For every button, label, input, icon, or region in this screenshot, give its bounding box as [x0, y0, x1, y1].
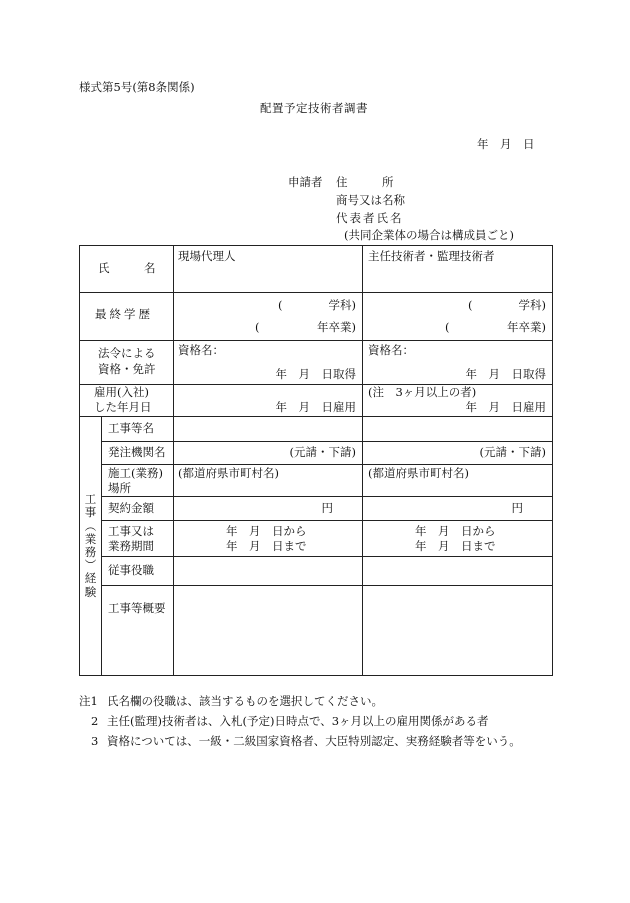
col1-summary-cell[interactable] — [174, 586, 363, 676]
note-1-text: 氏名欄の役職は、該当するものを選択してください。 — [107, 694, 383, 708]
hire-label-1: 雇用(入社) — [94, 385, 149, 399]
row-name — [80, 246, 553, 293]
col2-amount-cell[interactable] — [363, 497, 553, 521]
license-label-cell — [80, 341, 174, 385]
col2-location-text: (都道府県市町村名) — [368, 466, 469, 480]
col2-client-text: (元請・下請) — [479, 445, 546, 459]
col2-summary-cell[interactable] — [363, 586, 553, 676]
experience-label: 工 事 ︵ 業 務 ︶ 経 験 — [84, 492, 97, 599]
location-label-1: 施工(業務) — [108, 466, 163, 480]
address-label: 住 所 — [336, 175, 394, 189]
applicant-label: 申請者 — [288, 175, 323, 189]
row-amount — [80, 497, 553, 521]
representative-label: 代表者氏名 — [336, 211, 404, 225]
education-label-cell — [80, 293, 174, 341]
amount-label: 契約金額 — [108, 501, 154, 515]
col1-position-cell[interactable] — [174, 557, 363, 586]
col2-amount-unit: 円 — [511, 501, 523, 515]
col2-grad: ( 年卒業) — [445, 320, 546, 334]
license-label-1: 法令による — [98, 346, 156, 360]
col2-name-cell[interactable] — [363, 246, 553, 293]
col2-license-name: 資格名： — [368, 343, 414, 357]
position-label: 従事役職 — [108, 563, 154, 577]
note-3-mark: 3 — [91, 734, 99, 748]
col2-license-date: 年 月 日取得 — [465, 367, 546, 381]
col2-license-cell[interactable] — [363, 341, 553, 385]
col1-name-cell[interactable] — [174, 246, 363, 293]
col1-period-cell[interactable] — [174, 521, 363, 557]
name-label: 氏 名 — [98, 261, 156, 275]
company-name-label: 商号又は名称 — [336, 193, 405, 207]
col1-hire-cell[interactable] — [174, 385, 363, 417]
row-license — [80, 341, 553, 385]
work-name-label: 工事等名 — [108, 421, 154, 435]
col1-work-name-cell[interactable] — [174, 417, 363, 442]
amount-label-cell — [102, 497, 174, 521]
col2-position-cell[interactable] — [363, 557, 553, 586]
period-label-1: 工事又は — [108, 524, 154, 538]
col1-location-text: (都道府県市町村名) — [178, 466, 279, 480]
name-label-cell — [80, 246, 174, 293]
location-label-cell — [102, 465, 174, 497]
row-summary — [80, 586, 553, 676]
period-label-cell — [102, 521, 174, 557]
col1-location-cell[interactable] — [174, 465, 363, 497]
row-location — [80, 465, 553, 497]
col1-license-name: 資格名： — [178, 343, 224, 357]
row-client — [80, 442, 553, 465]
col2-role: 主任技術者・監理技術者 — [368, 249, 495, 263]
col2-location-cell[interactable] — [363, 465, 553, 497]
col2-hire-date: 年 月 日雇用 — [465, 400, 546, 414]
col1-hire-date: 年 月 日雇用 — [275, 400, 356, 414]
row-work-name — [80, 417, 553, 442]
technician-form-table — [79, 245, 553, 676]
col2-period-cell[interactable] — [363, 521, 553, 557]
hire-label-2: した年月日 — [94, 400, 152, 414]
location-label-2: 場所 — [108, 481, 131, 495]
col2-hire-cell[interactable] — [363, 385, 553, 417]
hire-label-cell — [80, 385, 174, 417]
col2-education-cell[interactable] — [363, 293, 553, 341]
education-label: 最終学歴 — [95, 307, 153, 321]
col2-period-from: 年 月 日から — [415, 524, 496, 538]
license-label-2: 資格・免許 — [98, 362, 156, 376]
col1-amount-cell[interactable] — [174, 497, 363, 521]
col1-period-from: 年 月 日から — [226, 524, 307, 538]
note-1-mark: 注1 — [79, 694, 98, 708]
col2-work-name-cell[interactable] — [363, 417, 553, 442]
col1-role: 現場代理人 — [178, 249, 236, 263]
work-name-label-cell — [102, 417, 174, 442]
form-number: 様式第5号(第8条関係) — [79, 80, 195, 94]
note-3-text: 資格については、一級・二級国家資格者、大臣特別認定、実務経験者等をいう。 — [107, 734, 521, 748]
jv-note: (共同企業体の場合は構成員ごと) — [344, 228, 514, 242]
col1-amount-unit: 円 — [321, 501, 333, 515]
col1-license-date: 年 月 日取得 — [275, 367, 356, 381]
col2-period-to: 年 月 日まで — [415, 539, 496, 553]
col1-grad: ( 年卒業) — [255, 320, 356, 334]
experience-label-cell — [80, 417, 102, 676]
row-hire — [80, 385, 553, 417]
position-label-cell — [102, 557, 174, 586]
col2-client-cell[interactable] — [363, 442, 553, 465]
period-label-2: 業務期間 — [108, 539, 154, 553]
note-2-mark: 2 — [91, 714, 99, 728]
client-label-cell — [102, 442, 174, 465]
date-line: 年 月 日 — [477, 137, 535, 151]
document-title: 配置予定技術者調書 — [260, 101, 368, 115]
client-label: 発注機関名 — [108, 445, 166, 459]
summary-label: 工事等概要 — [108, 601, 166, 615]
row-period — [80, 521, 553, 557]
note-2-text: 主任(監理)技術者は、入札(予定)日時点で、3ヶ月以上の雇用関係がある者 — [107, 714, 489, 728]
row-education — [80, 293, 553, 341]
row-position — [80, 557, 553, 586]
col1-dept: ( 学科) — [278, 298, 356, 312]
col1-education-cell[interactable] — [174, 293, 363, 341]
summary-label-cell — [102, 586, 174, 676]
hire-note: (注 3ヶ月以上の者) — [368, 385, 477, 399]
col1-client-cell[interactable] — [174, 442, 363, 465]
col2-dept: ( 学科) — [468, 298, 546, 312]
col1-period-to: 年 月 日まで — [226, 539, 307, 553]
col1-client-text: (元請・下請) — [289, 445, 356, 459]
col1-license-cell[interactable] — [174, 341, 363, 385]
